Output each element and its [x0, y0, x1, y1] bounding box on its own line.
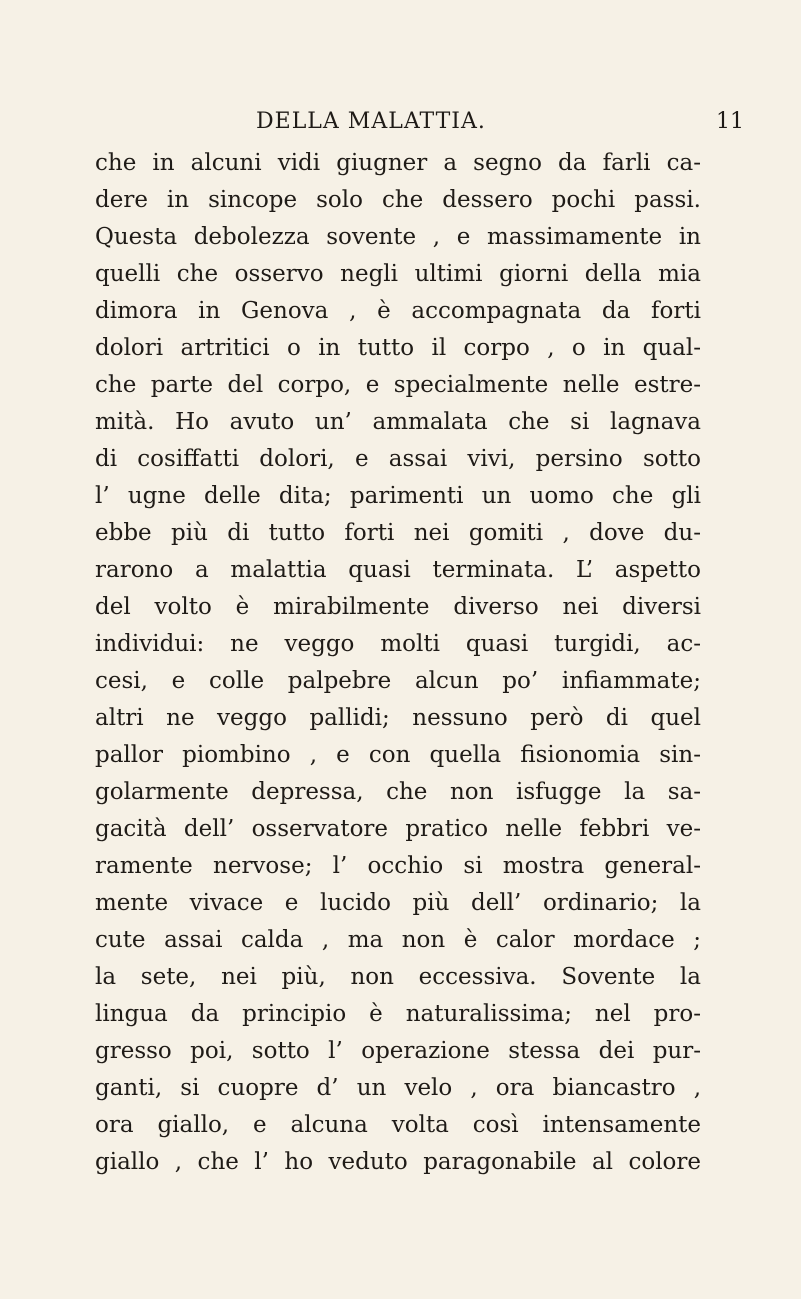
- running-title: DELLA MALATTIA.: [256, 109, 486, 134]
- text-line: che parte del corpo, e specialmente nelle estre-: [95, 372, 701, 398]
- text-line: ramente nervose; l’ occhio si mostra general-: [95, 853, 701, 879]
- text-line: altri ne veggo pallidi; nessuno però di quel: [95, 705, 701, 731]
- text-line: ora giallo, e alcuna volta così intensamente: [95, 1112, 701, 1138]
- text-line: individui: ne veggo molti quasi turgidi, ac-: [95, 631, 701, 657]
- text-line: dimora in Genova , è accompagnata da forti: [95, 298, 701, 324]
- text-line: gacità dell’ osservatore pratico nelle febbri ve-: [95, 816, 701, 842]
- text-line: rarono a malattia quasi terminata. L’ aspetto: [95, 557, 701, 583]
- text-line: ebbe più di tutto forti nei gomiti , dove du-: [95, 520, 701, 546]
- text-line: del volto è mirabilmente diverso nei diversi: [95, 594, 701, 620]
- running-head: [0, 109, 801, 139]
- text-line: giallo , che l’ ho veduto paragonabile al colore: [95, 1149, 701, 1175]
- text-line: ganti, si cuopre d’ un velo , ora biancastro ,: [95, 1075, 701, 1101]
- text-line: dolori artritici o in tutto il corpo , o in qual-: [95, 335, 701, 361]
- text-line: pallor piombino , e con quella fisionomia sin-: [95, 742, 701, 768]
- text-line: quelli che osservo negli ultimi giorni della mia: [95, 261, 701, 287]
- text-line: mente vivace e lucido più dell’ ordinario; la: [95, 890, 701, 916]
- text-line: gresso poi, sotto l’ operazione stessa dei pur-: [95, 1038, 701, 1064]
- text-line: l’ ugne delle dita; parimenti un uomo che gli: [95, 483, 701, 509]
- text-line: Questa debolezza sovente , e massimamente in: [95, 224, 701, 250]
- text-line: che in alcuni vidi giugner a segno da farli ca-: [95, 150, 701, 176]
- text-line: dere in sincope solo che dessero pochi passi.: [95, 187, 701, 213]
- text-line: mità. Ho avuto un’ ammalata che si lagnava: [95, 409, 701, 435]
- text-line: cute assai calda , ma non è calor mordace ;: [95, 927, 701, 953]
- body-text: [95, 145, 701, 1181]
- page-number: 11: [716, 109, 744, 134]
- text-line: lingua da principio è naturalissima; nel pro-: [95, 1001, 701, 1027]
- text-line: la sete, nei più, non eccessiva. Sovente la: [95, 964, 701, 990]
- text-line: golarmente depressa, che non isfugge la sa-: [95, 779, 701, 805]
- text-line: cesi, e colle palpebre alcun po’ infiammate;: [95, 668, 701, 694]
- text-line: di cosiffatti dolori, e assai vivi, persino sotto: [95, 446, 701, 472]
